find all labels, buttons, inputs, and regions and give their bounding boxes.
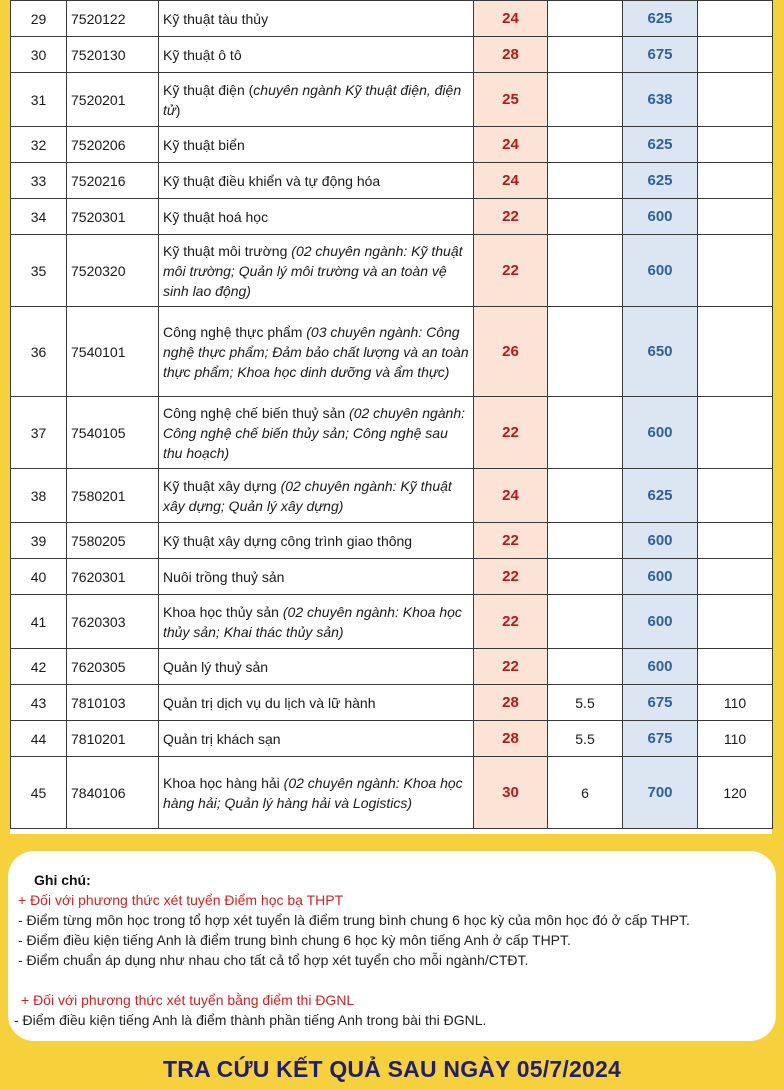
hocba-english-min — [548, 235, 623, 307]
major-name — [159, 163, 474, 199]
row-index: 44 — [11, 721, 67, 757]
hocba-english-min — [548, 37, 623, 73]
dgnl-english-min — [698, 199, 773, 235]
major-name — [159, 469, 474, 523]
dgnl-score: 675 — [623, 37, 698, 73]
major-code: 7620301 — [67, 559, 159, 595]
major-code: 7810201 — [67, 721, 159, 757]
table-body — [11, 1, 773, 829]
table-row — [11, 307, 773, 397]
major-code: 7810103 — [67, 685, 159, 721]
dgnl-method-header: + Đối với phương thức xét tuyển bằng điểm thi ĐGNL — [21, 992, 355, 1008]
notes-panel — [8, 851, 776, 1041]
major-code: 7520122 — [67, 1, 159, 37]
hocba-score: 22 — [474, 397, 548, 469]
hocba-score: 28 — [474, 685, 548, 721]
table-row — [11, 559, 773, 595]
notes-title: Ghi chú: — [34, 872, 91, 888]
dgnl-english-min — [698, 1, 773, 37]
row-index: 43 — [11, 685, 67, 721]
hocba-score: 30 — [474, 757, 548, 829]
major-name-text: Công nghệ chế biến thuỷ sản — [163, 404, 350, 421]
hocba-english-min — [548, 1, 623, 37]
dgnl-note-1: - Điểm điều kiện tiếng Anh là điểm thành phần tiếng Anh trong bài thi ĐGNL. — [14, 1012, 487, 1028]
major-code: 7580205 — [67, 523, 159, 559]
table-row — [11, 1, 773, 37]
dgnl-english-min — [698, 307, 773, 397]
row-index: 42 — [11, 649, 67, 685]
table-row — [11, 649, 773, 685]
major-name — [159, 199, 474, 235]
dgnl-english-min — [698, 523, 773, 559]
row-index: 32 — [11, 127, 67, 163]
hocba-english-min — [548, 397, 623, 469]
hocba-english-min — [548, 523, 623, 559]
row-index: 37 — [11, 397, 67, 469]
major-name — [159, 595, 474, 649]
major-name — [159, 757, 474, 829]
major-specialization: (02 chuyên ngành: Kỹ thuật xây dựng; Quản lý xây dựng) — [163, 477, 452, 514]
row-index: 29 — [11, 1, 67, 37]
hocba-score: 22 — [474, 649, 548, 685]
table-row — [11, 397, 773, 469]
major-code: 7520130 — [67, 37, 159, 73]
major-code: 7520206 — [67, 127, 159, 163]
major-code: 7520320 — [67, 235, 159, 307]
table-row — [11, 523, 773, 559]
major-code: 7540105 — [67, 397, 159, 469]
major-name — [159, 685, 474, 721]
dgnl-english-min — [698, 127, 773, 163]
major-specialization: (02 chuyên ngành: Khoa học hàng hải; Quản lý hàng hải và Logistics) — [163, 774, 463, 811]
dgnl-score: 600 — [623, 235, 698, 307]
major-code: 7620305 — [67, 649, 159, 685]
major-code: 7580201 — [67, 469, 159, 523]
row-index: 35 — [11, 235, 67, 307]
hocba-english-min — [548, 649, 623, 685]
major-name-text: Kỹ thuật ô tô — [163, 46, 242, 63]
hocba-score: 28 — [474, 721, 548, 757]
major-name-text: Công nghệ thực phẩm — [163, 323, 307, 340]
hocba-score: 22 — [474, 199, 548, 235]
major-specialization: (02 chuyên ngành: Kỹ thuật môi trường; Quản lý môi trường và an toàn vệ sinh lao động) — [163, 242, 463, 299]
dgnl-score: 650 — [623, 307, 698, 397]
major-code: 7520301 — [67, 199, 159, 235]
hocba-english-min: 5.5 — [548, 685, 623, 721]
dgnl-english-min — [698, 649, 773, 685]
row-index: 31 — [11, 73, 67, 127]
dgnl-score: 600 — [623, 397, 698, 469]
major-name — [159, 307, 474, 397]
major-name — [159, 235, 474, 307]
row-index: 39 — [11, 523, 67, 559]
major-name — [159, 73, 474, 127]
table-row — [11, 37, 773, 73]
major-name — [159, 127, 474, 163]
major-name — [159, 523, 474, 559]
major-name-text: Kỹ thuật xây dựng công trình giao thông — [163, 532, 413, 549]
hb-note-2: - Điểm điều kiện tiếng Anh là điểm trung bình chung 6 học kỳ môn tiếng Anh ở cấp THPT. — [18, 932, 571, 948]
table-row — [11, 757, 773, 829]
dgnl-score: 625 — [623, 163, 698, 199]
dgnl-english-min — [698, 397, 773, 469]
major-code: 7540101 — [67, 307, 159, 397]
hocba-english-min: 6 — [548, 757, 623, 829]
dgnl-score: 600 — [623, 595, 698, 649]
dgnl-score: 625 — [623, 127, 698, 163]
dgnl-english-min — [698, 595, 773, 649]
dgnl-score: 675 — [623, 721, 698, 757]
row-index: 34 — [11, 199, 67, 235]
hocba-english-min — [548, 73, 623, 127]
row-index: 33 — [11, 163, 67, 199]
table-row — [11, 235, 773, 307]
table-row — [11, 721, 773, 757]
hb-note-3: - Điểm chuẩn áp dụng như nhau cho tất cả tổ hợp xét tuyển cho mỗi ngành/CTĐT. — [18, 952, 529, 968]
dgnl-score: 675 — [623, 685, 698, 721]
major-name-text: Nuôi trồng thuỷ sản — [163, 568, 285, 585]
hocba-score: 24 — [474, 127, 548, 163]
major-specialization: (02 chuyên ngành: Công nghệ chế biến thủy sản; Công nghệ sau thu hoạch) — [163, 404, 466, 461]
hocba-english-min: 5.5 — [548, 721, 623, 757]
major-code: 7520216 — [67, 163, 159, 199]
major-name-text: Quản trị dịch vụ du lịch và lữ hành — [163, 694, 376, 711]
dgnl-english-min: 110 — [698, 721, 773, 757]
major-name — [159, 1, 474, 37]
major-specialization: (02 chuyên ngành: Khoa học thủy sản; Khai thác thủy sản) — [163, 603, 462, 640]
dgnl-english-min — [698, 163, 773, 199]
major-name-text: Khoa học hàng hải — [163, 774, 284, 791]
major-name-text: Kỹ thuật biển — [163, 136, 245, 153]
dgnl-score: 600 — [623, 559, 698, 595]
scores-table — [10, 0, 773, 829]
major-specialization: (03 chuyên ngành: Công nghệ thực phẩm; Đảm bảo chất lượng và an toàn thực phẩm; Khoa học dinh dưỡng và ẩm thực) — [163, 323, 469, 380]
table-row — [11, 199, 773, 235]
table-row — [11, 73, 773, 127]
major-name — [159, 37, 474, 73]
dgnl-score: 600 — [623, 199, 698, 235]
dgnl-score: 600 — [623, 649, 698, 685]
major-name-text: Quản trị khách sạn — [163, 730, 281, 747]
table-row — [11, 127, 773, 163]
row-index: 41 — [11, 595, 67, 649]
hocba-score: 22 — [474, 523, 548, 559]
hocba-score: 26 — [474, 307, 548, 397]
dgnl-english-min: 120 — [698, 757, 773, 829]
hocba-english-min — [548, 127, 623, 163]
major-name-tail: ) — [175, 101, 181, 118]
dgnl-english-min — [698, 73, 773, 127]
hocba-english-min — [548, 199, 623, 235]
dgnl-english-min — [698, 469, 773, 523]
row-index: 30 — [11, 37, 67, 73]
table-row — [11, 163, 773, 199]
dgnl-english-min: 110 — [698, 685, 773, 721]
dgnl-score: 700 — [623, 757, 698, 829]
major-code: 7620303 — [67, 595, 159, 649]
dgnl-english-min — [698, 559, 773, 595]
major-code: 7840106 — [67, 757, 159, 829]
row-index: 40 — [11, 559, 67, 595]
dgnl-english-min — [698, 235, 773, 307]
hocba-score: 22 — [474, 235, 548, 307]
table-row — [11, 469, 773, 523]
table-row — [11, 685, 773, 721]
major-name — [159, 721, 474, 757]
major-name-text: Khoa học thủy sản — [163, 603, 283, 620]
hocba-english-min — [548, 307, 623, 397]
row-index: 38 — [11, 469, 67, 523]
major-name-text: Kỹ thuật môi trường — [163, 242, 292, 259]
major-name-text: Kỹ thuật xây dựng — [163, 477, 281, 494]
row-index: 45 — [11, 757, 67, 829]
hocba-english-min — [548, 559, 623, 595]
major-name-text: Kỹ thuật điều khiển và tự động hóa — [163, 172, 381, 189]
hocba-english-min — [548, 163, 623, 199]
hocba-score: 22 — [474, 559, 548, 595]
hocba-score: 25 — [474, 73, 548, 127]
major-name-text: Kỹ thuật tàu thủy — [163, 10, 269, 27]
hocba-score: 24 — [474, 469, 548, 523]
hocba-score: 24 — [474, 1, 548, 37]
dgnl-score: 625 — [623, 469, 698, 523]
row-index: 36 — [11, 307, 67, 397]
admission-table — [10, 0, 772, 834]
dgnl-score: 625 — [623, 1, 698, 37]
major-name-text: Kỹ thuật hoá học — [163, 208, 269, 225]
footer-banner: TRA CỨU KẾT QUẢ SAU NGÀY 05/7/2024 — [163, 1056, 621, 1082]
major-name — [159, 559, 474, 595]
hocba-english-min — [548, 595, 623, 649]
dgnl-score: 600 — [623, 523, 698, 559]
major-specialization: chuyên ngành Kỹ thuật điện, điện tử — [163, 81, 462, 118]
hocba-score: 28 — [474, 37, 548, 73]
hocba-score: 22 — [474, 595, 548, 649]
hb-method-header: + Đối với phương thức xét tuyển Điểm học bạ THPT — [18, 892, 344, 908]
table-row — [11, 595, 773, 649]
hb-note-1: - Điểm từng môn học trong tổ hợp xét tuyển là điểm trung bình chung 6 học kỳ của môn học đó ở cấp THPT. — [18, 912, 690, 928]
hocba-english-min — [548, 469, 623, 523]
major-code: 7520201 — [67, 73, 159, 127]
hocba-score: 24 — [474, 163, 548, 199]
major-name-text: Quản lý thuỷ sản — [163, 658, 269, 675]
major-name-text: Kỹ thuật điện ( — [163, 81, 254, 98]
major-name — [159, 397, 474, 469]
dgnl-score: 638 — [623, 73, 698, 127]
dgnl-english-min — [698, 37, 773, 73]
major-name — [159, 649, 474, 685]
